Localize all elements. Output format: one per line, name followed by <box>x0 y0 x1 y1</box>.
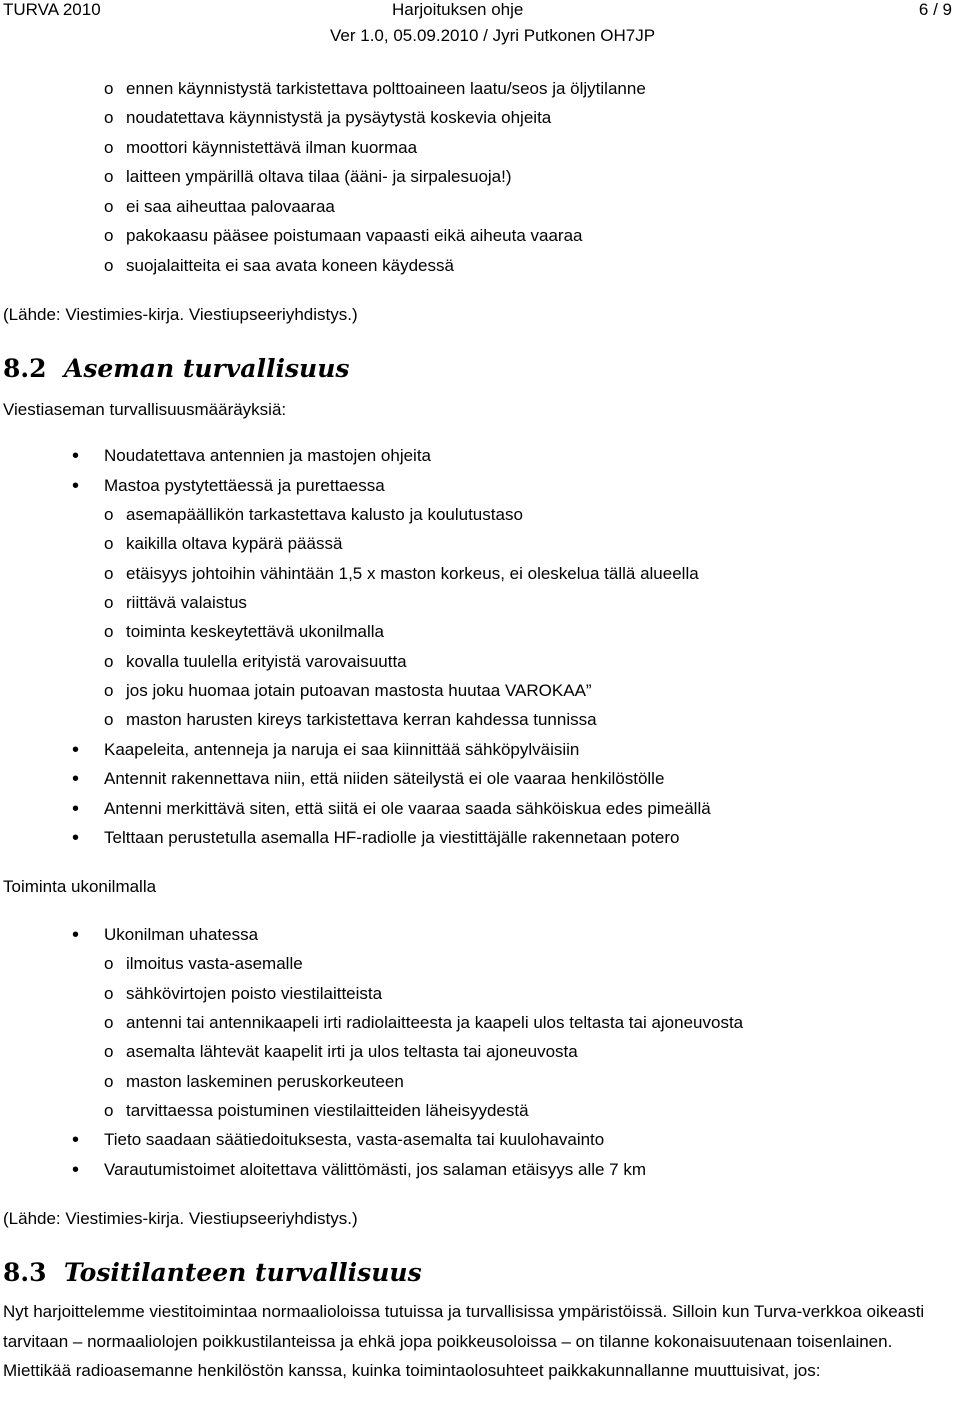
source-note: (Lähde: Viestimies-kirja. Viestiupseeriyhdistys.) <box>3 1209 358 1228</box>
list-item: o noudatettava käynnistystä ja pysäytystä koskevia ohjeita <box>104 108 552 127</box>
sub-item: o maston laskeminen peruskorkeuteen <box>104 1072 404 1091</box>
bullet-item: • Mastoa pystytettäessä ja purettaessa <box>72 475 385 497</box>
sub-item: o kaikilla oltava kypärä päässä <box>104 534 343 553</box>
sub-item: o etäisyys johtoihin vähintään 1,5 x maston korkeus, ei oleskelua tällä alueella <box>104 564 699 583</box>
bullet-item: • Noudatettava antennien ja mastojen ohjeita <box>72 445 432 467</box>
header-left: TURVA 2010 <box>3 0 101 19</box>
page-header <box>0 0 960 50</box>
section-heading-8-3: 8.3 Tositilanteen turvallisuus <box>3 1258 422 1287</box>
sub-item: o maston harusten kireys tarkistettava kerran kahdessa tunnissa <box>104 710 597 729</box>
bullet-item: • Ukonilman uhatessa <box>72 924 259 946</box>
header-subtitle: Ver 1.0, 05.09.2010 / Jyri Putkonen OH7JP <box>330 26 656 45</box>
subsection-title: Toiminta ukonilmalla <box>3 877 157 896</box>
header-center: Harjoituksen ohje <box>392 0 524 19</box>
bullet-item: • Telttaan perustetulla asemalla HF-radiolle ja viestittäjälle rakennetaan potero <box>72 827 680 849</box>
bullet-item: • Varautumistoimet aloitettava välittömästi, jos salaman etäisyys alle 7 km <box>72 1159 647 1181</box>
sub-item: o riittävä valaistus <box>104 593 247 612</box>
bullet-item: • Kaapeleita, antenneja ja naruja ei saa kiinnittää sähköpylväisiin <box>72 739 580 761</box>
section-paragraph: Nyt harjoittelemme viestitoimintaa normaalioloissa tutuissa ja turvallisissa ympäristöissä. Silloin kun Turva-verkkoa oikeasti tarvitaan – normaaliolojen poikkustilanteissa ja ehkä jopa poikkeusoloissa – on tilanne kokonaisuutenaan toisenlainen. Miettikää radioasemanne henkilöstön kanssa, kuinka toimintaolosuhteet paikkakunnallanne muuttuisivat, jos: <box>3 1302 925 1380</box>
sub-item: o asemapäällikön tarkastettava kalusto ja koulutustaso <box>104 505 523 524</box>
sub-item: o asemalta lähtevät kaapelit irti ja ulos teltasta tai ajoneuvosta <box>104 1042 578 1061</box>
section-intro: Viestiaseman turvallisuusmääräyksiä: <box>3 400 287 419</box>
list-item: o suojalaitteita ei saa avata koneen käydessä <box>104 256 454 275</box>
list-item: o ei saa aiheuttaa palovaaraa <box>104 197 335 216</box>
bullet-item: • Antennit rakennettava niin, että niiden säteilystä ei ole vaaraa henkilöstölle <box>72 768 665 790</box>
sub-item: o sähkövirtojen poisto viestilaitteista <box>104 984 383 1003</box>
list-item: o moottori käynnistettävä ilman kuormaa <box>104 138 418 157</box>
source-note: (Lähde: Viestimies-kirja. Viestiupseeriyhdistys.) <box>3 305 358 324</box>
list-item: o pakokaasu pääsee poistumaan vapaasti eikä aiheuta vaaraa <box>104 226 583 245</box>
bullet-item: • Tieto saadaan säätiedoituksesta, vasta-asemalta tai kuulohavainto <box>72 1129 605 1151</box>
sub-item: o tarvittaessa poistuminen viestilaitteiden läheisyydestä <box>104 1101 529 1120</box>
bullet-item: • Antenni merkittävä siten, että siitä ei ole vaaraa saada sähköiskua edes pimeällä <box>72 798 711 820</box>
sub-item: o ilmoitus vasta-asemalle <box>104 954 303 973</box>
sub-item: o antenni tai antennikaapeli irti radiolaitteesta ja kaapeli ulos teltasta tai ajoneuvosta <box>104 1013 744 1032</box>
sub-item: o kovalla tuulella erityistä varovaisuutta <box>104 652 407 671</box>
sub-item: o jos joku huomaa jotain putoavan mastosta huutaa VAROKAA” <box>104 681 592 700</box>
header-page-number: 6 / 9 <box>918 0 952 19</box>
section-heading-8-2: 8.2 Aseman turvallisuus <box>3 354 350 383</box>
list-item: o laitteen ympärillä oltava tilaa (ääni- ja sirpalesuoja!) <box>104 167 512 186</box>
sub-item: o toiminta keskeytettävä ukonilmalla <box>104 622 384 641</box>
list-item: o ennen käynnistystä tarkistettava polttoaineen laatu/seos ja öljytilanne <box>104 79 646 98</box>
